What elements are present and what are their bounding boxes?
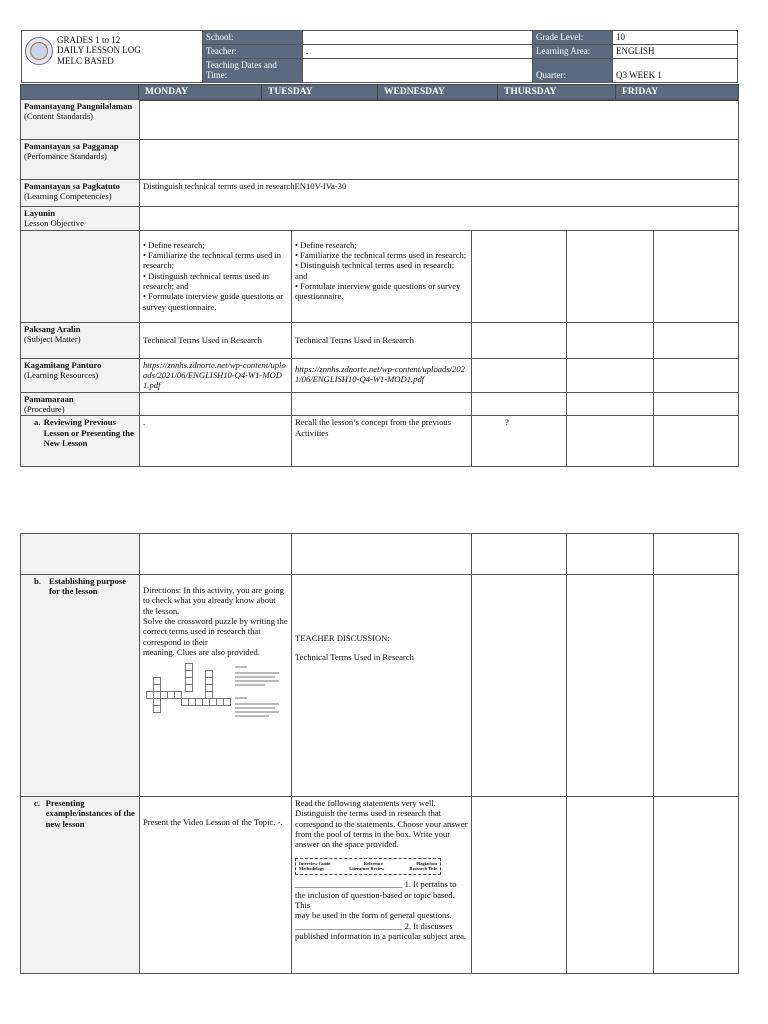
directions-text: meaning. Clues are also provided. xyxy=(143,646,260,657)
row-title: Layunin xyxy=(24,208,56,218)
monday-objectives xyxy=(140,230,292,322)
row-continued-header xyxy=(21,534,739,575)
day-monday: MONDAY xyxy=(139,85,262,101)
objective-item: • Distinguish technical terms used in research; and xyxy=(295,260,455,281)
row-subtitle: (Learning Competencies) xyxy=(24,191,112,202)
row-subtitle: (Learning Resources) xyxy=(24,369,99,380)
row-title: Kagamitang Panturo xyxy=(24,359,102,370)
monday-presenting: Present the Video Lesson of the Topic. -. xyxy=(140,797,292,974)
question-item-1: _________________________ 1. It pertains to the inclusion of question-based or topic based. This xyxy=(295,879,457,910)
row-procedure xyxy=(21,392,739,416)
day-tuesday: TUESDAY xyxy=(262,85,378,101)
row-learning-resources xyxy=(21,358,739,392)
objective-item: • Formulate interview guide questions or survey questionnaire. xyxy=(143,291,284,312)
header-table xyxy=(21,30,738,83)
dates-value xyxy=(303,58,533,83)
school-value xyxy=(303,31,533,45)
row-presenting-examples xyxy=(21,797,739,974)
tuesday-establishing xyxy=(292,575,472,797)
tuesday-reviewing: Recall the lesson’s concept from the previous Activities xyxy=(292,416,472,467)
monday-resource-link[interactable]: https://znnhs.zdnorte.net/wp-content/uploads/2021/06/ENGLISH10-Q4-W1-MOD1.pdf xyxy=(140,358,292,392)
monday-establishing xyxy=(140,575,292,797)
dates-label: Teaching Dates and Time: xyxy=(203,58,303,83)
lesson-table-page2 xyxy=(20,533,739,974)
tuesday-subject: Technical Terms Used in Research xyxy=(292,322,472,358)
row-title: Pamantayan sa Pagkatuto xyxy=(24,181,120,191)
objective-item: • Define research; xyxy=(295,239,357,250)
row-reviewing xyxy=(21,416,739,467)
row-subtitle: (Subject Matter) xyxy=(24,333,81,344)
discussion-topic: Technical Terms Used in Research xyxy=(295,652,414,663)
term: Interview Guide xyxy=(299,860,331,866)
term: Research Title xyxy=(409,866,437,872)
question-item-1-cont: may be used in the form of general questions. xyxy=(295,910,452,921)
monday-reviewing: . xyxy=(140,416,292,467)
objective-item: • Define research; xyxy=(143,239,205,250)
school-label: School: xyxy=(203,31,303,45)
instruction-text: Distinguish the terms used in research that correspond to the statements. Choose your answer from the pool of terms in the box. Write your xyxy=(295,808,468,839)
term: Reference xyxy=(363,860,383,866)
row-letter: a. xyxy=(34,417,41,428)
row-establishing-purpose xyxy=(21,575,739,797)
teacher-label: Teacher: xyxy=(203,44,303,58)
area-value: ENGLISH xyxy=(613,44,738,58)
term: Plagiarism xyxy=(416,860,437,866)
objective-item: • Familiarize the technical terms used in research; xyxy=(143,249,282,271)
instruction-text: Read the following statements very well. xyxy=(295,798,436,808)
competency-value: Distinguish technical terms used in researchEN10V-IVa-30 xyxy=(140,180,739,207)
directions-text: Directions: In this activity, you are going to check what you already know about the lesson. xyxy=(143,585,284,616)
teacher-value: . xyxy=(303,44,533,58)
wednesday-reviewing: ? xyxy=(472,416,567,467)
logo-line-1: GRADES 1 to 12 xyxy=(57,35,121,45)
row-letter: c. xyxy=(34,798,40,808)
day-wednesday: WEDNESDAY xyxy=(378,85,498,101)
row-subject-matter xyxy=(21,322,739,358)
tuesday-objectives xyxy=(292,230,472,322)
logo-line-2: DAILY LESSON LOG xyxy=(57,45,141,56)
row-title: Paksang Aralin xyxy=(24,323,81,334)
row-title: Pamantayan sa Pagganap xyxy=(24,141,119,151)
row-subtitle: Lesson Objective xyxy=(24,218,84,229)
grade-label: Grade Level: xyxy=(533,31,613,45)
row-subtitle: (Procedure) xyxy=(24,403,65,414)
row-title: Reviewing Previous Lesson or Presenting the New Lesson xyxy=(43,417,134,448)
day-friday: FRIDAY xyxy=(616,85,739,101)
logo-block xyxy=(22,31,203,83)
quarter-value: Q3 WEEK 1 xyxy=(613,69,738,83)
row-content-standards xyxy=(21,100,739,140)
crossword-puzzle-image xyxy=(143,663,283,718)
question-item-2: _________________________ 2. It discusses published information in a particular subject area. xyxy=(295,920,467,941)
day-thursday: THURSDAY xyxy=(498,85,616,101)
row-competencies xyxy=(21,180,739,207)
objective-item: • Familiarize the technical terms used in research; xyxy=(295,249,467,260)
row-subtitle: (Content Standards) xyxy=(24,111,93,122)
row-title: Pamantayang Pangnilalaman xyxy=(24,101,133,111)
tuesday-presenting xyxy=(292,797,472,974)
row-title: Presenting example/instances of the new lesson xyxy=(45,798,135,829)
deped-seal-icon xyxy=(25,37,53,65)
row-title: Establishing purpose for the lesson xyxy=(48,576,127,597)
tuesday-resource-link[interactable]: https://znnhs.zdnorte.net/wp-content/uploads/2021/06/ENGLISH10-Q4-W1-MOD1.pdf xyxy=(292,358,472,392)
row-objectives-list xyxy=(21,230,739,322)
objective-item: • Distinguish technical terms used in research; and xyxy=(143,270,269,291)
terms-box xyxy=(295,858,441,876)
teacher-discussion-label: TEACHER DISCUSSION: xyxy=(295,633,390,643)
row-letter: b. xyxy=(34,576,41,586)
logo-line-3: MELC BASED xyxy=(57,55,114,66)
row-objective xyxy=(21,207,739,231)
quarter-label: Quarter: xyxy=(533,69,613,83)
instruction-text: answer on the space provided. xyxy=(295,839,399,850)
term: Methodology xyxy=(299,866,325,872)
row-title: Pamamaraan xyxy=(24,393,74,404)
term: Literature Review xyxy=(349,866,385,872)
monday-subject: Technical Terms Used in Research xyxy=(140,322,292,358)
grade-value: 10 xyxy=(613,31,738,45)
lesson-table-page1 xyxy=(20,99,739,467)
objective-item: • Formulate interview guide questions or survey questionnaire. xyxy=(295,280,461,302)
row-performance-standards xyxy=(21,140,739,180)
row-subtitle: (Perfomance Standards) xyxy=(24,151,107,162)
directions-text: Solve the crossword puzzle by writing the correct terms used in research that correspond to their xyxy=(143,615,288,647)
area-label: Learning Area: xyxy=(533,44,613,58)
